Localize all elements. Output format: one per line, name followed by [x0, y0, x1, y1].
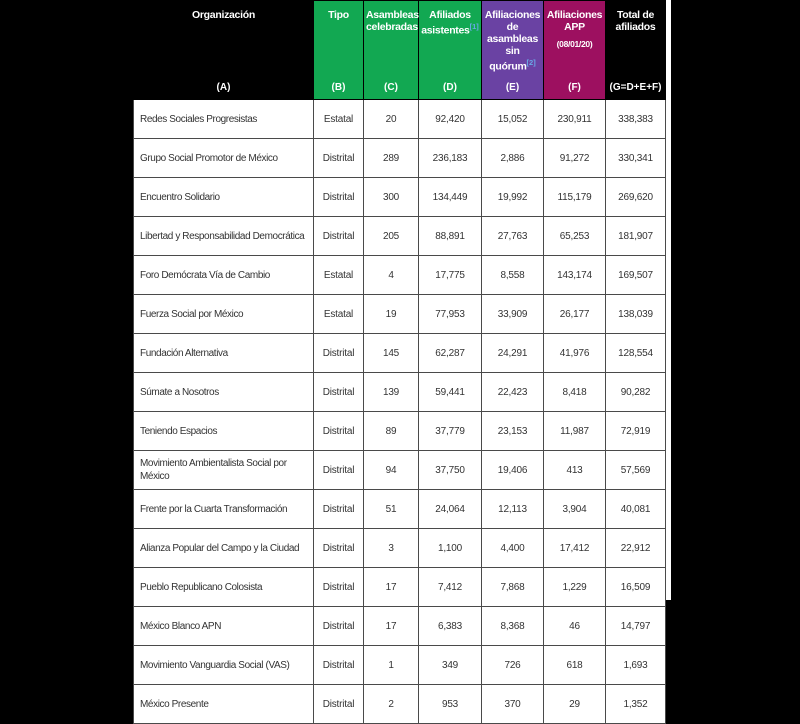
table-row: [134, 412, 666, 451]
afiliaciones-sin-quorum-cell: 19,992: [482, 178, 544, 217]
org-name-cell: Foro Demócrata Vía de Cambio: [134, 256, 314, 295]
asambleas-cell: 300: [364, 178, 419, 217]
table-row: [134, 490, 666, 529]
col-header-afiliaciones-app: [544, 1, 606, 100]
afiliaciones-app-cell: 115,179: [544, 178, 606, 217]
footnote-link-2[interactable]: [2]: [526, 58, 536, 67]
col-key-d: (D): [443, 82, 457, 93]
col-key-b: (B): [331, 82, 346, 93]
table-row: [134, 256, 666, 295]
asambleas-cell: 19: [364, 295, 419, 334]
afiliaciones-app-cell: 91,272: [544, 139, 606, 178]
org-name-cell: Frente por la Cuarta Transformación: [134, 490, 314, 529]
asambleas-cell: 3: [364, 529, 419, 568]
tipo-cell: Distrital: [314, 529, 364, 568]
col-label-asambleas-celebradas: Asambleas celebradas: [366, 9, 419, 33]
afiliados-asistentes-cell: 92,420: [419, 100, 482, 139]
afiliaciones-app-cell: 29: [544, 685, 606, 724]
afiliaciones-app-cell: 17,412: [544, 529, 606, 568]
org-name-cell: Libertad y Responsabilidad Democrática: [134, 217, 314, 256]
total-afiliados-cell: 22,912: [606, 529, 666, 568]
table-row: [134, 607, 666, 646]
afiliaciones-app-cell: 11,987: [544, 412, 606, 451]
col-header-total-afiliados: [606, 1, 666, 100]
afiliados-asistentes-cell: 7,412: [419, 568, 482, 607]
asambleas-cell: 289: [364, 139, 419, 178]
afiliados-asistentes-cell: 59,441: [419, 373, 482, 412]
col-label-afiliaciones-sin-quorum: Afiliaciones de asambleas sin quórum: [484, 9, 541, 73]
afiliados-asistentes-cell: 17,775: [419, 256, 482, 295]
asambleas-cell: 1: [364, 646, 419, 685]
afiliaciones-sin-quorum-cell: 8,558: [482, 256, 544, 295]
tipo-cell: Distrital: [314, 139, 364, 178]
afiliados-asistentes-cell: 349: [419, 646, 482, 685]
org-name-cell: Movimiento Vanguardia Social (VAS): [134, 646, 314, 685]
afiliados-asistentes-cell: 77,953: [419, 295, 482, 334]
org-name-cell: Grupo Social Promotor de México: [134, 139, 314, 178]
afiliados-asistentes-cell: 6,383: [419, 607, 482, 646]
tipo-cell: Distrital: [314, 178, 364, 217]
afiliados-asistentes-cell: 37,779: [419, 412, 482, 451]
col-key-g: (G=D+E+F): [609, 82, 662, 93]
org-name-cell: Encuentro Solidario: [134, 178, 314, 217]
afiliaciones-app-cell: 413: [544, 451, 606, 490]
afiliaciones-sin-quorum-cell: 4,400: [482, 529, 544, 568]
total-afiliados-cell: 72,919: [606, 412, 666, 451]
footnote-link-1[interactable]: [1]: [469, 22, 479, 31]
tipo-cell: Distrital: [314, 568, 364, 607]
afiliaciones-app-cell: 143,174: [544, 256, 606, 295]
asambleas-cell: 94: [364, 451, 419, 490]
afiliaciones-sin-quorum-cell: 24,291: [482, 334, 544, 373]
afiliaciones-app-cell: 3,904: [544, 490, 606, 529]
table-row: [134, 100, 666, 139]
table-row: [134, 139, 666, 178]
col-key-a: (A): [216, 82, 231, 93]
total-afiliados-cell: 1,693: [606, 646, 666, 685]
tipo-cell: Estatal: [314, 256, 364, 295]
col-label-organizacion: Organización: [192, 9, 255, 21]
asambleas-cell: 2: [364, 685, 419, 724]
table-row: [134, 334, 666, 373]
total-afiliados-cell: 330,341: [606, 139, 666, 178]
afiliaciones-sin-quorum-cell: 7,868: [482, 568, 544, 607]
tipo-cell: Distrital: [314, 490, 364, 529]
afiliaciones-app-cell: 1,229: [544, 568, 606, 607]
total-afiliados-cell: 181,907: [606, 217, 666, 256]
afiliaciones-sin-quorum-cell: 27,763: [482, 217, 544, 256]
org-name-cell: México Presente: [134, 685, 314, 724]
afiliaciones-app-cell: 65,253: [544, 217, 606, 256]
tipo-cell: Distrital: [314, 607, 364, 646]
asambleas-cell: 89: [364, 412, 419, 451]
total-afiliados-cell: 40,081: [606, 490, 666, 529]
afiliaciones-sin-quorum-cell: 22,423: [482, 373, 544, 412]
asambleas-cell: 139: [364, 373, 419, 412]
total-afiliados-cell: 169,507: [606, 256, 666, 295]
org-name-cell: Redes Sociales Progresistas: [134, 100, 314, 139]
afiliaciones-app-cell: 8,418: [544, 373, 606, 412]
total-afiliados-cell: 57,569: [606, 451, 666, 490]
table-row: [134, 685, 666, 724]
org-name-cell: Movimiento Ambientalista Social por México: [134, 451, 314, 490]
col-note-fecha: (08/01/20): [556, 39, 593, 49]
asambleas-cell: 20: [364, 100, 419, 139]
org-name-cell: Fundación Alternativa: [134, 334, 314, 373]
afiliados-asistentes-cell: 134,449: [419, 178, 482, 217]
col-header-tipo: [314, 1, 364, 100]
organizations-table: [133, 0, 666, 724]
col-key-e: (E): [505, 82, 520, 93]
afiliados-asistentes-cell: 236,183: [419, 139, 482, 178]
col-label-total-afiliados: Total de afiliados: [615, 9, 656, 33]
total-afiliados-cell: 269,620: [606, 178, 666, 217]
afiliaciones-app-cell: 46: [544, 607, 606, 646]
afiliaciones-app-cell: 41,976: [544, 334, 606, 373]
asambleas-cell: 145: [364, 334, 419, 373]
col-header-afiliaciones-sin-quorum: [482, 1, 544, 100]
table-row: [134, 529, 666, 568]
afiliaciones-sin-quorum-cell: 726: [482, 646, 544, 685]
table-row: [134, 646, 666, 685]
col-label-afiliados-asistentes: Afiliados asistentes: [421, 9, 471, 37]
table-body: [134, 100, 666, 724]
asambleas-cell: 17: [364, 568, 419, 607]
asambleas-cell: 205: [364, 217, 419, 256]
afiliaciones-sin-quorum-cell: 2,886: [482, 139, 544, 178]
afiliaciones-sin-quorum-cell: 19,406: [482, 451, 544, 490]
tipo-cell: Distrital: [314, 685, 364, 724]
tipo-cell: Distrital: [314, 334, 364, 373]
afiliaciones-app-cell: 26,177: [544, 295, 606, 334]
table-row: [134, 568, 666, 607]
total-afiliados-cell: 90,282: [606, 373, 666, 412]
table-row: [134, 295, 666, 334]
tipo-cell: Distrital: [314, 646, 364, 685]
col-key-c: (C): [384, 82, 398, 93]
afiliaciones-sin-quorum-cell: 23,153: [482, 412, 544, 451]
afiliaciones-sin-quorum-cell: 370: [482, 685, 544, 724]
asambleas-cell: 4: [364, 256, 419, 295]
afiliados-asistentes-cell: 88,891: [419, 217, 482, 256]
tipo-cell: Distrital: [314, 412, 364, 451]
tipo-cell: Estatal: [314, 100, 364, 139]
table-header: [134, 1, 666, 100]
header-row: [134, 1, 666, 100]
table-row: [134, 217, 666, 256]
total-afiliados-cell: 128,554: [606, 334, 666, 373]
afiliados-asistentes-cell: 37,750: [419, 451, 482, 490]
org-name-cell: Teniendo Espacios: [134, 412, 314, 451]
col-header-organizacion: [134, 1, 314, 100]
afiliaciones-sin-quorum-cell: 12,113: [482, 490, 544, 529]
col-header-asambleas-celebradas: [364, 1, 419, 100]
col-label-afiliaciones-app: Afiliaciones APP: [546, 9, 603, 33]
col-key-f: (F): [568, 82, 581, 93]
org-name-cell: Alianza Popular del Campo y la Ciudad: [134, 529, 314, 568]
tipo-cell: Distrital: [314, 217, 364, 256]
total-afiliados-cell: 14,797: [606, 607, 666, 646]
afiliaciones-app-cell: 618: [544, 646, 606, 685]
afiliados-asistentes-cell: 953: [419, 685, 482, 724]
org-name-cell: México Blanco APN: [134, 607, 314, 646]
col-header-afiliados-asistentes: [419, 1, 482, 100]
afiliaciones-sin-quorum-cell: 8,368: [482, 607, 544, 646]
table-row: [134, 451, 666, 490]
org-name-cell: Fuerza Social por México: [134, 295, 314, 334]
tipo-cell: Distrital: [314, 373, 364, 412]
asambleas-cell: 51: [364, 490, 419, 529]
table-row: [134, 373, 666, 412]
col-label-tipo: Tipo: [328, 9, 349, 21]
afiliaciones-sin-quorum-cell: 15,052: [482, 100, 544, 139]
afiliaciones-sin-quorum-cell: 33,909: [482, 295, 544, 334]
afiliados-asistentes-cell: 1,100: [419, 529, 482, 568]
total-afiliados-cell: 16,509: [606, 568, 666, 607]
table-row: [134, 178, 666, 217]
asambleas-cell: 17: [364, 607, 419, 646]
afiliados-asistentes-cell: 24,064: [419, 490, 482, 529]
afiliaciones-app-cell: 230,911: [544, 100, 606, 139]
tipo-cell: Distrital: [314, 451, 364, 490]
tipo-cell: Estatal: [314, 295, 364, 334]
org-name-cell: Súmate a Nosotros: [134, 373, 314, 412]
org-name-cell: Pueblo Republicano Colosista: [134, 568, 314, 607]
total-afiliados-cell: 338,383: [606, 100, 666, 139]
total-afiliados-cell: 1,352: [606, 685, 666, 724]
afiliados-asistentes-cell: 62,287: [419, 334, 482, 373]
table-viewport: [133, 0, 671, 710]
total-afiliados-cell: 138,039: [606, 295, 666, 334]
